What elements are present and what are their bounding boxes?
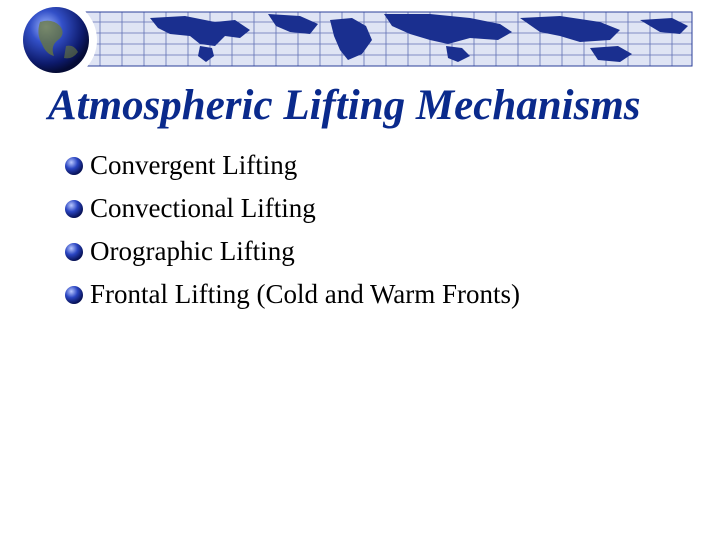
bullet-label: Orographic Lifting (90, 236, 295, 266)
bullet-item (62, 187, 520, 230)
bullet-label: Convergent Lifting (90, 150, 298, 180)
bullet-item (62, 273, 520, 316)
slide-title: Atmospheric Lifting Mechanisms (48, 82, 641, 129)
bullet-item (62, 144, 520, 187)
globe-icon (15, 0, 97, 80)
blue-sphere-bullet-icon (62, 241, 88, 263)
bullet-list (62, 144, 520, 316)
bullet-label: Convectional Lifting (90, 193, 316, 223)
bullet-item (62, 230, 520, 273)
blue-sphere-bullet-icon (62, 198, 88, 220)
bullet-label: Frontal Lifting (Cold and Warm Fronts) (90, 279, 521, 309)
world-map-banner (0, 0, 720, 80)
header-banner (0, 0, 720, 80)
blue-sphere-bullet-icon (62, 284, 88, 306)
blue-sphere-bullet-icon (62, 155, 88, 177)
